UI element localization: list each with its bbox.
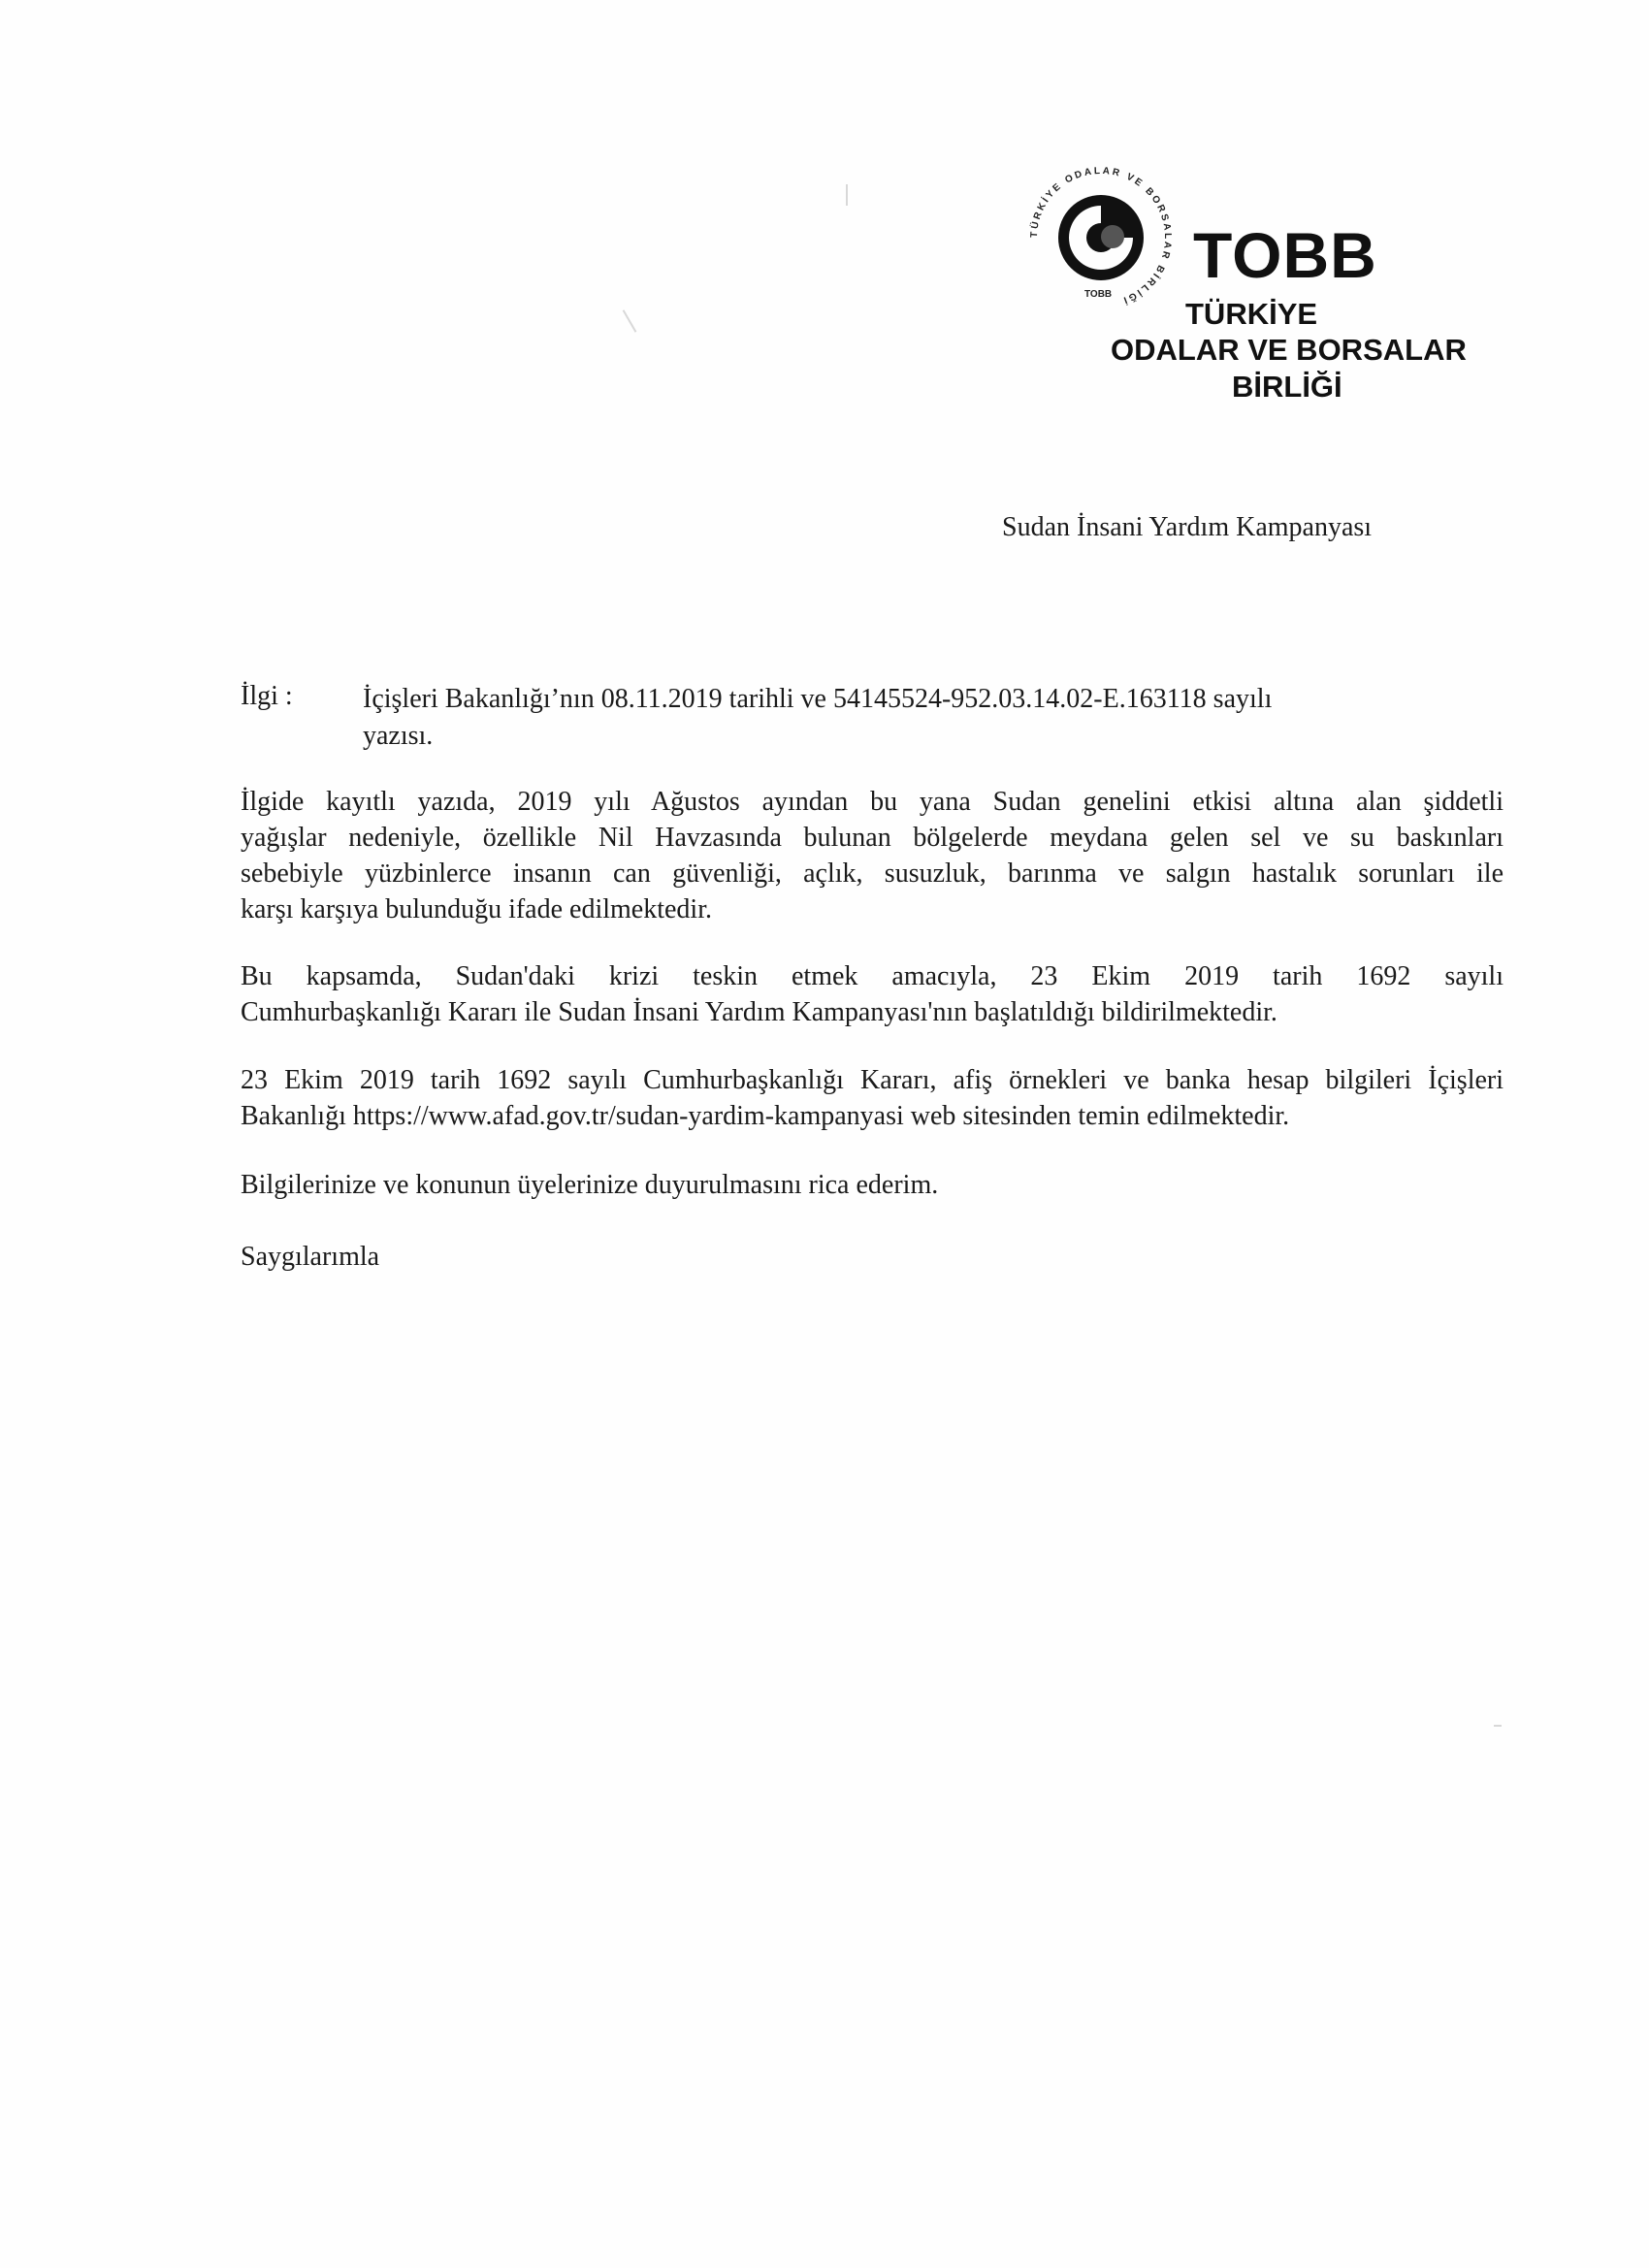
reference-line: İçişleri Bakanlığı’nın 08.11.2019 tarihli ve 54145524-952.03.14.02-E.163118 sayılı (363, 684, 1273, 714)
paragraph-line: Bakanlığı https://www.afad.gov.tr/sudan-yardim-kampanyasi web sitesinden temin edilmektedir. (241, 1101, 1290, 1131)
subject-line: Sudan İnsani Yardım Kampanyası (1002, 512, 1373, 542)
letterhead (1018, 155, 1504, 407)
paragraph-campaign (241, 958, 1504, 1030)
closing-salutation (241, 1239, 1504, 1275)
letterhead-name-line-1: TÜRKİYE (1185, 297, 1318, 331)
scan-artifact (1494, 1725, 1502, 1727)
reference-text (363, 681, 1410, 755)
scan-artifact (846, 184, 848, 206)
svg-text:TÜRKİYE ODALAR VE BORSALAR BİR: TÜRKİYE ODALAR VE BORSALAR BİRLİĞİ (1028, 165, 1174, 307)
paragraph-line: sebebiyle yüzbinlerce insanın can güvenliği, açlık, susuzluk, barınma ve salgın hastalık sorunları ile (241, 859, 1504, 889)
paragraph-request (241, 1167, 1504, 1203)
svg-text:TOBB: TOBB (1084, 289, 1113, 300)
letterhead-name-line-3: BİRLİĞİ (1232, 370, 1342, 404)
reference-line: yazısı. (363, 721, 434, 751)
paragraph-resources (241, 1062, 1504, 1134)
paragraph-line: 23 Ekim 2019 tarih 1692 sayılı Cumhurbaşkanlığı Kararı, afiş örnekleri ve banka hesap bilgileri İçişleri (241, 1065, 1504, 1095)
letterhead-name-line-2: ODALAR VE BORSALAR (1111, 333, 1467, 367)
tobb-emblem-icon (1018, 155, 1183, 320)
paragraph-line: Saygılarımla (241, 1242, 380, 1272)
paragraph-background (241, 784, 1504, 927)
paragraph-line: İlgide kayıtlı yazıda, 2019 yılı Ağustos ayından bu yana Sudan genelini etkisi altına alan şiddetli (241, 787, 1504, 817)
reference-label: İlgi : (241, 681, 293, 711)
scan-artifact (623, 309, 637, 333)
paragraph-line: Bu kapsamda, Sudan'daki krizi teskin etmek amacıyla, 23 Ekim 2019 tarih 1692 sayılı (241, 961, 1504, 991)
paragraph-line: yağışlar nedeniyle, özellikle Nil Havzasında bulunan bölgelerde meydana gelen sel ve su baskınları (241, 823, 1504, 853)
paragraph-line: karşı karşıya bulunduğu ifade edilmektedir. (241, 894, 712, 924)
letterhead-acronym: TOBB (1193, 219, 1377, 291)
paragraph-line: Bilgilerinize ve konunun üyelerinize duyurulmasını rica ederim. (241, 1170, 939, 1200)
paragraph-line: Cumhurbaşkanlığı Kararı ile Sudan İnsani Yardım Kampanyası'nın başlatıldığı bildirilmektedir. (241, 997, 1277, 1027)
